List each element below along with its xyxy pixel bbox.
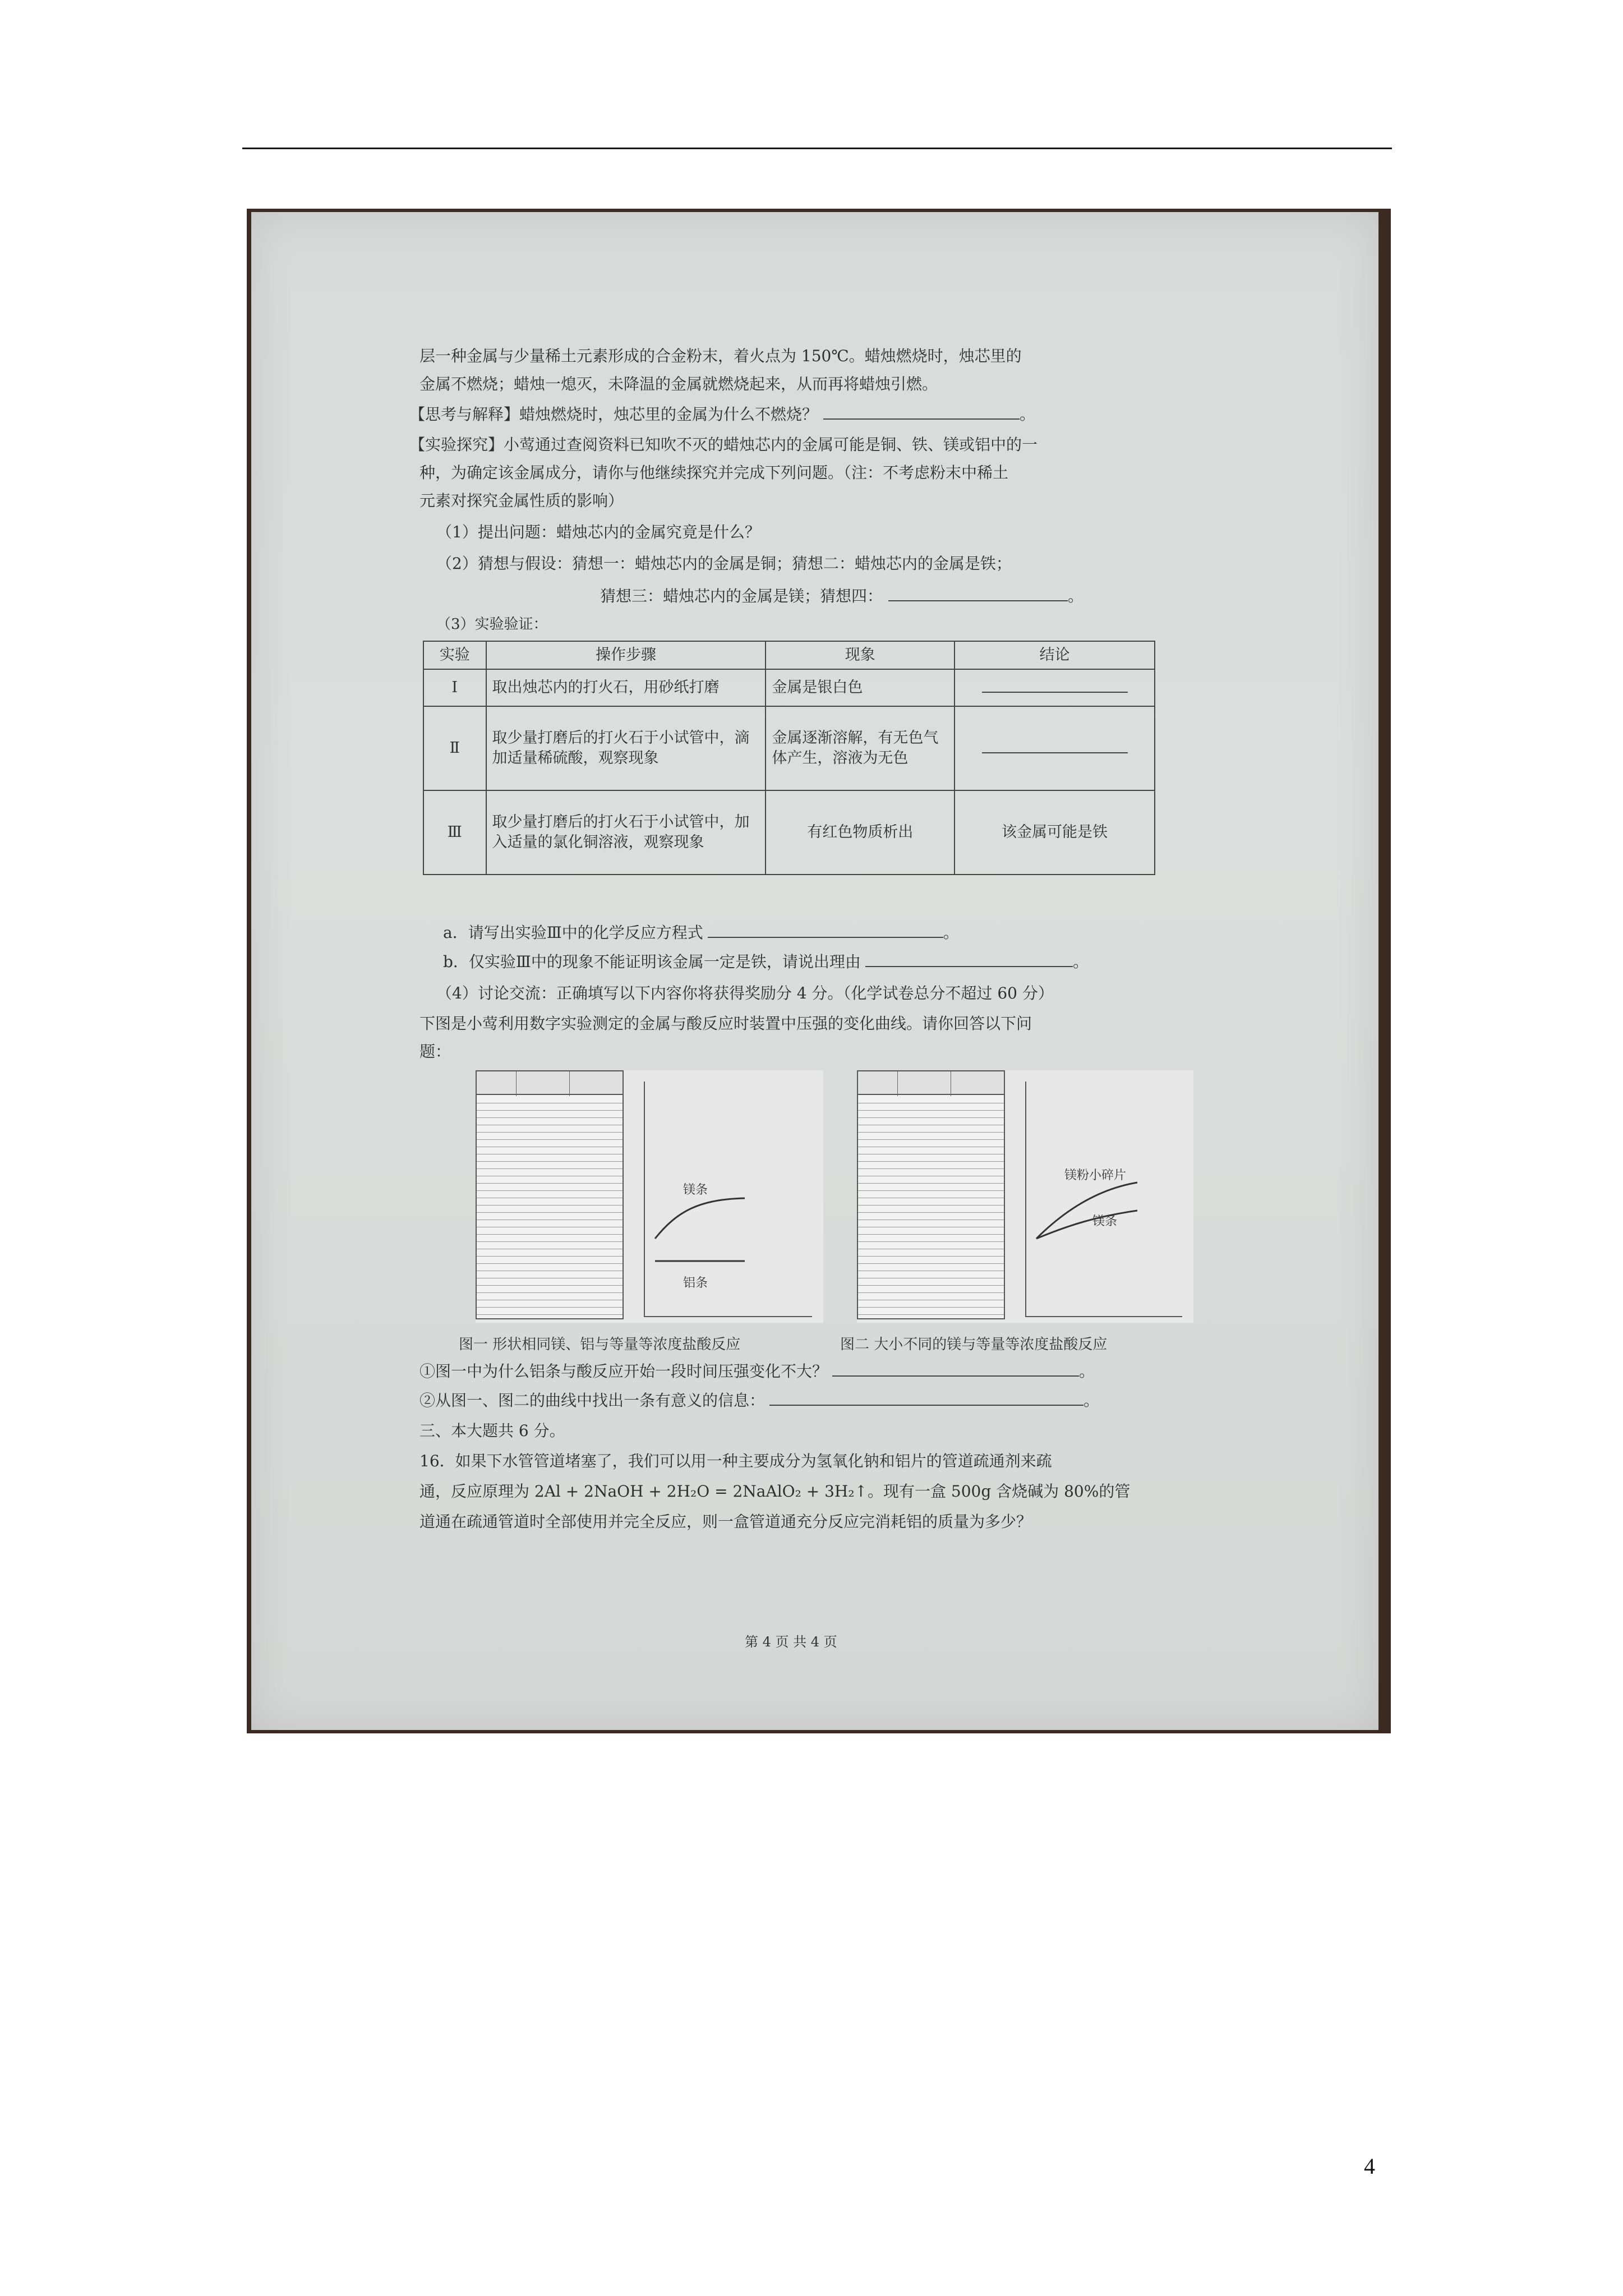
question-16-line-1: 16．如果下水管管道堵塞了，我们可以用一种主要成分为氢氧化钠和铝片的管道疏通剂来疏 [419, 1452, 1052, 1470]
explore-line-3: 元素对探究金属性质的影响） [419, 491, 624, 510]
table-header: 结论 [955, 641, 1155, 669]
question-b-label: b．仅实验Ⅲ中的现象不能证明该金属一定是铁，请说出理由 [443, 953, 861, 971]
figure-two [857, 1070, 1193, 1323]
table-header: 操作步骤 [486, 641, 766, 669]
figure-one-label-bottom: 铝条 [683, 1276, 708, 1290]
row-number: Ⅰ [423, 669, 486, 706]
row-step: 取少量打磨后的打火石于小试管中，滴加适量稀硫酸，观察现象 [486, 706, 766, 790]
row-number: Ⅲ [423, 790, 486, 875]
question-a: a．请写出实验Ⅲ中的化学反应方程式 。 [443, 923, 959, 942]
table-row [423, 669, 1155, 706]
question-16-line-3: 道通在疏通管道时全部使用并完全反应，则一盒管道通充分反应完消耗铝的质量为多少？ [419, 1512, 1032, 1531]
figure-two-curves [857, 1070, 1193, 1323]
question-a-label: a．请写出实验Ⅲ中的化学反应方程式 [443, 923, 703, 942]
figure-intro-line-2: 题： [419, 1042, 451, 1061]
row-phenomenon: 有红色物质析出 [766, 790, 955, 875]
think-answer-blank[interactable] [823, 404, 1020, 420]
figure-one-label-top: 镁条 [683, 1183, 708, 1197]
row-conclusion-blank[interactable] [955, 669, 1155, 706]
explore-line-2: 种，为确定该金属成分，请你与他继续探究并完成下列问题。（注：不考虑粉末中稀土 [419, 463, 1009, 482]
section-three-heading: 三、本大题共 6 分。 [419, 1421, 565, 1440]
guess-four-label: 猜想三：蜡烛芯内的金属是镁；猜想四： [600, 587, 883, 605]
figure-one-caption: 图一 形状相同镁、铝与等量等浓度盐酸反应 [459, 1336, 741, 1353]
guess-four-blank[interactable] [888, 586, 1068, 601]
figure-two-label-top: 镁粉小碎片 [1064, 1168, 1127, 1182]
table-row [423, 706, 1155, 790]
question-2-line-2: 猜想三：蜡烛芯内的金属是镁；猜想四： 。 [600, 587, 1084, 605]
row-number: Ⅱ [423, 706, 486, 790]
magnesium-curve [655, 1198, 745, 1239]
figure-one [476, 1070, 823, 1323]
table-row [423, 790, 1155, 875]
figure-two-caption: 图二 大小不同的镁与等量等浓度盐酸反应 [840, 1336, 1108, 1353]
exam-paper [251, 212, 1378, 1730]
exam-footer: 第 4 页 共 4 页 [745, 1634, 837, 1650]
question-3: （3）实验验证： [436, 616, 548, 633]
exam-photo [247, 209, 1391, 1733]
intro-line-1: 层一种金属与少量稀土元素形成的合金粉末，着火点为 150℃。蜡烛燃烧时，烛芯里的 [419, 347, 1022, 365]
sub-question-1-label: ①图一中为什么铝条与酸反应开始一段时间压强变化不大？ [419, 1362, 828, 1381]
header-rule [242, 148, 1392, 149]
table-header: 实验 [423, 641, 486, 669]
row-phenomenon: 金属逐渐溶解，有无色气体产生，溶液为无色 [766, 706, 955, 790]
magnesium-powder-curve [1036, 1182, 1137, 1239]
question-1: （1）提出问题：蜡烛芯内的金属究竟是什么？ [436, 523, 760, 541]
row-conclusion: 该金属可能是铁 [955, 790, 1155, 875]
table-header-row [423, 641, 1155, 669]
row-phenomenon: 金属是银白色 [766, 669, 955, 706]
intro-line-2: 金属不燃烧；蜡烛一熄灭，未降温的金属就燃烧起来，从而再将蜡烛引燃。 [419, 375, 938, 393]
question-4: （4）讨论交流：正确填写以下内容你将获得奖励分 4 分。（化学试卷总分不超过 60 分） [436, 984, 1054, 1002]
sub-question-2: ②从图一、图二的曲线中找出一条有意义的信息： 。 [419, 1391, 1100, 1410]
figure-two-label-bottom: 镁条 [1092, 1214, 1118, 1228]
sub-question-1-blank[interactable] [832, 1361, 1079, 1377]
question-b-blank[interactable] [865, 951, 1073, 967]
row-step: 取少量打磨后的打火石于小试管中，加入适量的氯化铜溶液，观察现象 [486, 790, 766, 875]
explore-line-1: 【实验探究】小莺通过查阅资料已知吹不灭的蜡烛芯内的金属可能是铜、铁、镁或铝中的一 [409, 435, 1038, 454]
question-b: b．仅实验Ⅲ中的现象不能证明该金属一定是铁，请说出理由 。 [443, 953, 1089, 971]
row-conclusion-blank[interactable] [955, 706, 1155, 790]
figure-one-curves [476, 1070, 823, 1323]
table-header: 现象 [766, 641, 955, 669]
question-16-line-2: 通，反应原理为 2Al + 2NaOH + 2H₂O = 2NaAlO₂ + 3H₂↑。现有一盒 500g 含烧碱为 80%的管 [419, 1482, 1131, 1501]
figure-intro-line-1: 下图是小莺利用数字实验测定的金属与酸反应时装置中压强的变化曲线。请你回答以下问 [419, 1014, 1032, 1033]
experiment-table [423, 641, 1155, 875]
page-number: 4 [1364, 2154, 1375, 2179]
think-label: 【思考与解释】蜡烛燃烧时，烛芯里的金属为什么不燃烧？ [409, 405, 818, 424]
think-question: 【思考与解释】蜡烛燃烧时，烛芯里的金属为什么不燃烧？ 。 [409, 405, 1036, 424]
sub-question-2-label: ②从图一、图二的曲线中找出一条有意义的信息： [419, 1391, 766, 1410]
question-a-blank[interactable] [708, 922, 943, 938]
question-2-line-1: （2）猜想与假设：猜想一：蜡烛芯内的金属是铜；猜想二：蜡烛芯内的金属是铁； [436, 554, 1012, 573]
row-step: 取出烛芯内的打火石，用砂纸打磨 [486, 669, 766, 706]
sub-question-1: ①图一中为什么铝条与酸反应开始一段时间压强变化不大？ 。 [419, 1362, 1095, 1381]
sub-question-2-blank[interactable] [769, 1390, 1083, 1406]
